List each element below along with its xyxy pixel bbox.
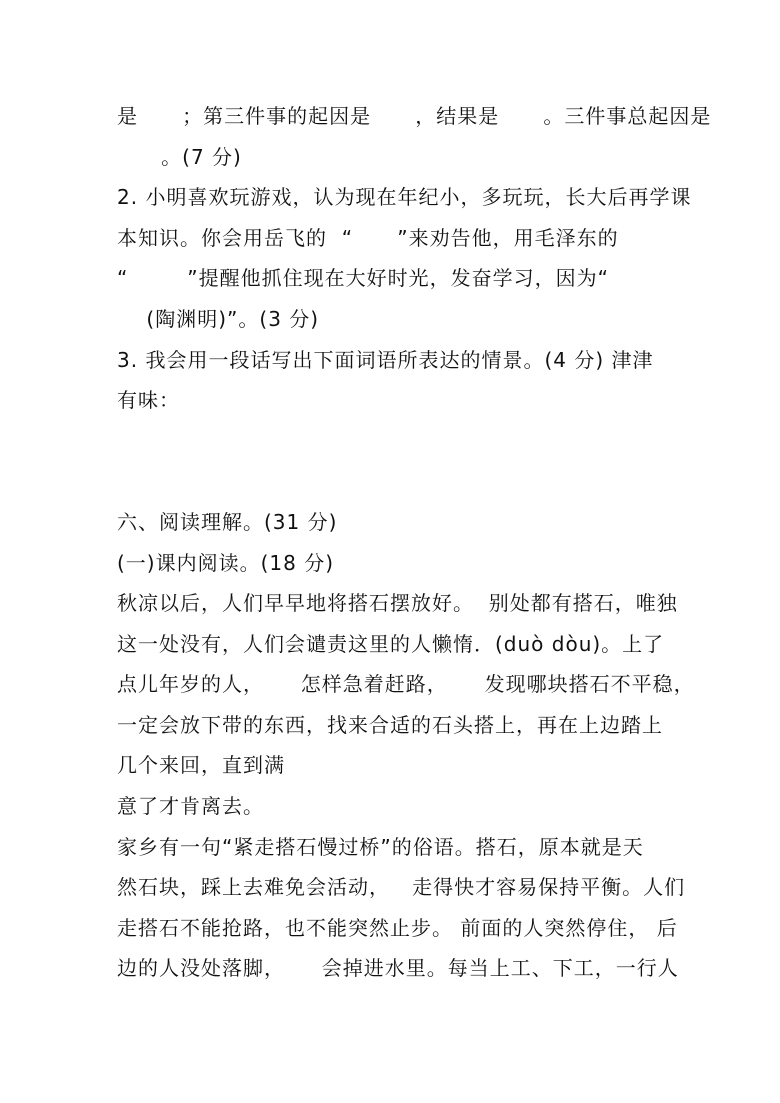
passage-line: 然石块，踩上去难免会活动， 走得快才容易保持平衡。人们 xyxy=(117,875,686,899)
question-2-line: 2. 小明喜欢玩游戏，认为现在年纪小，多玩玩，长大后再学课 xyxy=(117,185,692,209)
text-line: 有味： xyxy=(117,388,180,412)
passage-line: 走搭石不能抢路，也不能突然止步。 前面的人突然停住， 后 xyxy=(117,916,678,940)
passage-line: 边的人没处落脚， 会掉进水里。每当上工、下工，一行人 xyxy=(117,956,679,980)
passage-line: 这一处没有，人们会谴责这里的人懒惰．(duò dòu)。上了 xyxy=(117,632,665,656)
passage-line: 一定会放下带的东西，找来合适的石头搭上，再在上边踏上 xyxy=(117,713,663,737)
section-heading: 六、阅读理解。(31 分) xyxy=(117,510,338,534)
text-line: (陶渊明)”。(3 分) xyxy=(117,307,320,331)
subsection-heading: (一)课内阅读。(18 分) xyxy=(117,551,335,575)
passage-line: 家乡有一句“紧走搭石慢过桥”的俗语。搭石，原本就是天 xyxy=(117,835,644,859)
passage-line: 意了才肯离去。 xyxy=(117,794,264,818)
question-3-line: 3. 我会用一段话写出下面词语所表达的情景。(4 分) 津津 xyxy=(117,348,654,372)
passage-line: 几个来回，直到满 xyxy=(117,753,285,777)
text-line: 本知识。你会用岳飞的 “ ”来劝告他，用毛泽东的 xyxy=(117,226,619,250)
text-line: “ ”提醒他抓住现在大好时光，发奋学习，因为“ xyxy=(117,266,609,290)
passage-line: 点儿年岁的人， 怎样急着赶路， 发现哪块搭石不平稳， xyxy=(117,672,695,696)
passage-line: 秋凉以后，人们早早地将搭石摆放好。 别处都有搭石，唯独 xyxy=(117,591,678,615)
text-line: 是 ；第三件事的起因是 ，结果是 。三件事总起因是 xyxy=(117,104,712,128)
text-line: 。(7 分) xyxy=(117,145,242,169)
